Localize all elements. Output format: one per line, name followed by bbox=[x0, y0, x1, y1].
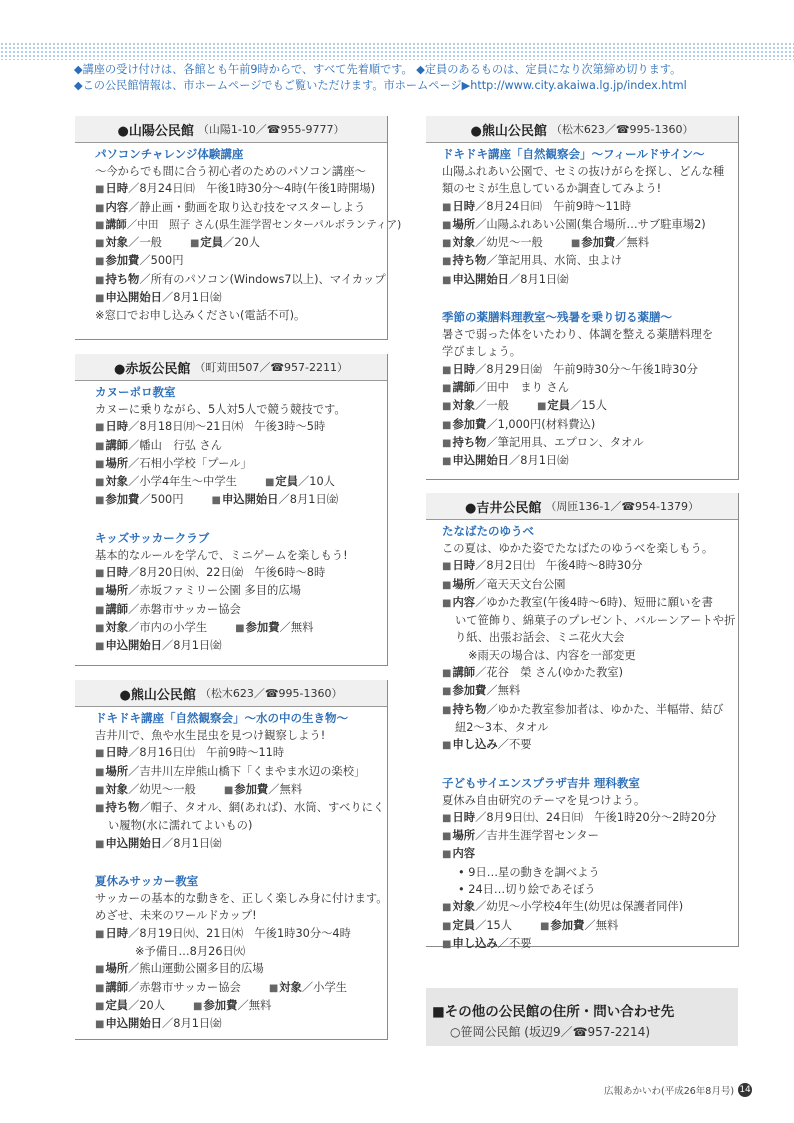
hall-address: （松木623／☎995-1360） bbox=[199, 687, 343, 700]
bullet-item: • 24日…切り絵であそぼう bbox=[458, 883, 596, 897]
info-line: ■日時／8月2日㈯ 午後4時～8時30分 bbox=[442, 559, 643, 573]
info-line: ■対象／一般 ■定員／20人 bbox=[95, 236, 261, 250]
info-line: ■日時／8月9日㈯、24日㈰ 午後1時20分～2時20分 bbox=[442, 810, 717, 824]
hall-address: （周匝136-1／☎954-1379） bbox=[545, 500, 699, 513]
sasaoka-hall: ○笹岡公民館 (坂辺9／☎957-2214) bbox=[450, 1025, 651, 1039]
info-line-cont: いて笹飾り、綿菓子のプレゼント、バルーンアートや折 bbox=[455, 614, 736, 628]
hall-address: （町苅田507／☎957-2211） bbox=[194, 361, 348, 374]
event-desc: 暑さで弱った体をいたわり、体調を整える薬膳料理を bbox=[442, 328, 714, 342]
panel-header bbox=[426, 116, 738, 143]
info-line: ■対象／一般 ■定員／15人 bbox=[442, 399, 608, 413]
info-line-cont: ※雨天の場合は、内容を一部変更 bbox=[468, 648, 636, 662]
info-line: ■対象／幼児～一般 ■参加費／無料 bbox=[95, 782, 303, 796]
publication-name: 広報あかいわ(平成26年8月号) bbox=[604, 1086, 735, 1097]
panel-header bbox=[75, 680, 387, 707]
info-line: ■持ち物／ゆかた教室参加者は、ゆかた、半幅帯、結び bbox=[442, 702, 724, 716]
event-desc: 学びましょう。 bbox=[442, 345, 522, 359]
info-line: ■参加費／500円 bbox=[95, 254, 184, 268]
info-line: ■講師／赤磐市サッカー協会 ■対象／小学生 bbox=[95, 980, 348, 994]
kumayama-left-panel bbox=[75, 680, 388, 1040]
event-title: 子どもサイエンスプラザ吉井 理科教室 bbox=[442, 775, 640, 790]
note: ※窓口でお申し込みください(電話不可)。 bbox=[95, 309, 306, 323]
info-line: ■場所／竜天天文台公園 bbox=[442, 577, 566, 591]
hall-address: （山陽1-10／☎955-9777） bbox=[197, 123, 345, 136]
event-title: ドキドキ講座「自然観察会」～フィールドサイン～ bbox=[442, 147, 705, 161]
panel-header bbox=[75, 116, 387, 143]
hall-name: ●熊山公民館 bbox=[119, 687, 196, 703]
notice-line: ◆この公民館情報は、市ホームページでもご覧いただけます。市ホームページ▶http://www.city.akaiwa.lg.jp/index.html bbox=[74, 78, 687, 92]
event-title: キッズサッカークラブ bbox=[95, 530, 210, 545]
event-desc: 夏休み自由研究のテーマを見つけよう。 bbox=[442, 793, 646, 807]
hall-address: （松木623／☎995-1360） bbox=[550, 123, 694, 136]
info-line: ■持ち物／所有のパソコン(Windows7以上)、マイカップ bbox=[95, 272, 386, 286]
hall-name: ●熊山公民館 bbox=[470, 123, 547, 139]
event-desc: サッカーの基本的な動きを、正しく楽しみ身に付けます。 bbox=[95, 892, 388, 906]
yoshii-panel bbox=[426, 493, 739, 950]
info-line: ■日時／8月20日㈬、22日㈮ 午後6時～8時 bbox=[95, 566, 326, 580]
info-line-cont: ※予備日…8月26日㈫ bbox=[135, 944, 246, 958]
bullet-item: • 9日…星の動きを調べよう bbox=[458, 865, 600, 879]
event-title: たなばたのゆうべ bbox=[442, 524, 534, 538]
event-title: ドキドキ講座「自然観察会」～水の中の生き物～ bbox=[95, 711, 348, 725]
info-line: ■場所／吉井川左岸熊山橋下「くまやま水辺の楽校」 bbox=[95, 764, 366, 778]
top-dotted-band bbox=[0, 42, 794, 60]
info-line: ■日時／8月29日㈮ 午前9時30分～午後1時30分 bbox=[442, 362, 698, 376]
info-line: ■持ち物／帽子、タオル、網(あれば)、水筒、すべりにく bbox=[95, 801, 385, 815]
event-desc: カヌーに乗りながら、5人対5人で競う競技です。 bbox=[95, 403, 346, 416]
info-line: ■参加費／1,000円(材料費込) bbox=[442, 417, 596, 431]
info-line: ■日時／8月24日㈰ 午前9時～11時 bbox=[442, 199, 632, 213]
info-line: ■参加費／無料 bbox=[442, 684, 521, 698]
event-title: カヌーポロ教室 bbox=[95, 385, 176, 399]
info-line: ■申込開始日／8月1日㈮ bbox=[95, 639, 222, 653]
info-line: ■講師／中田 照子 さん(県生涯学習センターパルボランティア) bbox=[95, 218, 402, 231]
sanyo-panel bbox=[75, 116, 402, 340]
info-line: ■場所／熊山運動公園多目的広場 bbox=[95, 962, 264, 976]
page-footer bbox=[604, 1083, 752, 1097]
info-line: ■対象／小学4年生～中学生 ■定員／10人 bbox=[95, 475, 335, 489]
panel-header bbox=[426, 493, 738, 520]
info-line: ■申込開始日／8月1日㈮ bbox=[442, 454, 569, 468]
event-desc: ～今からでも間に合う初心者のためのパソコン講座～ bbox=[95, 165, 366, 178]
info-line: ■申込開始日／8月1日㈮ bbox=[95, 836, 222, 850]
info-line: ■内容／ゆかた教室(午後4時～6時)、短冊に願いを書 bbox=[442, 595, 713, 609]
page-number: 14 bbox=[739, 1085, 751, 1095]
info-line: ■持ち物／筆記用具、エプロン、タオル bbox=[442, 435, 644, 449]
info-line: ■日時／8月19日㈫、21日㈭ 午後1時30分～4時 bbox=[95, 926, 351, 940]
info-line: ■場所／山陽ふれあい公園(集合場所…サブ駐車場2) bbox=[442, 217, 706, 231]
info-line: ■対象／幼児～一般 ■参加費／無料 bbox=[442, 236, 650, 250]
other-halls-box bbox=[426, 988, 738, 1046]
info-line: ■場所／吉井生涯学習センター bbox=[442, 829, 599, 843]
info-line: ■定員／20人 ■参加費／無料 bbox=[95, 998, 272, 1012]
info-line: ■場所／石相小学校「プール」 bbox=[95, 456, 252, 470]
hall-name: ●山陽公民館 bbox=[117, 123, 194, 139]
info-line: ■講師／赤磐市サッカー協会 bbox=[95, 602, 241, 616]
info-line: ■申込開始日／8月1日㈮ bbox=[95, 291, 222, 305]
info-line: ■持ち物／筆記用具、水筒、虫よけ bbox=[442, 254, 622, 268]
notice-line: ◆講座の受け付けは、各館とも午前9時からで、すべて先着順です。 ◆定員のあるものは、定員になり次第締め切ります。 bbox=[74, 63, 682, 76]
info-line: ■講師／幡山 行弘 さん bbox=[95, 438, 223, 452]
info-line: ■日時／8月16日㈯ 午前9時～11時 bbox=[95, 746, 285, 760]
info-line-cont: り紙、出張お話会、ミニ花火大会 bbox=[455, 631, 625, 645]
hall-name: ●吉井公民館 bbox=[465, 500, 542, 516]
event-title: パソコンチャレンジ体験講座 bbox=[95, 147, 244, 161]
info-line: ■申し込み／不要 bbox=[442, 936, 532, 950]
info-line: ■申し込み／不要 bbox=[442, 738, 532, 752]
info-line: ■日時／8月24日㈰ 午後1時30分～4時(午後1時開場) bbox=[95, 182, 376, 196]
info-line-cont: 紐2～3本、タオル bbox=[455, 720, 549, 734]
info-line: ■参加費／500円 ■申込開始日／8月1日㈮ bbox=[95, 493, 339, 507]
info-line: ■講師／花谷 榮 さん(ゆかた教室) bbox=[442, 666, 624, 680]
info-line: ■内容 bbox=[442, 847, 476, 861]
info-line: ■申込開始日／8月1日㈮ bbox=[442, 272, 569, 286]
akasaka-panel bbox=[75, 354, 388, 666]
kumayama-right-panel bbox=[426, 116, 739, 480]
event-desc: この夏は、ゆかた姿でたなばたのゆうべを楽しもう。 bbox=[442, 542, 714, 555]
panel-header bbox=[75, 354, 387, 381]
info-line: ■日時／8月18日㈪～21日㈭ 午後3時～5時 bbox=[95, 420, 326, 434]
event-title: 季節の薬膳料理教室～残暑を乗り切る薬膳～ bbox=[442, 310, 672, 325]
notices bbox=[74, 62, 790, 93]
hall-name: ●赤坂公民館 bbox=[114, 361, 191, 377]
info-line-cont: い履物(水に濡れてよいもの) bbox=[108, 819, 253, 833]
event-title: 夏休みサッカー教室 bbox=[95, 874, 199, 889]
info-line: ■申込開始日／8月1日㈮ bbox=[95, 1017, 222, 1031]
event-desc: めざせ、未来のワールドカップ! bbox=[95, 909, 257, 923]
other-halls-title: ■その他の公民館の住所・問い合わせ先 bbox=[432, 1004, 675, 1020]
info-line: ■定員／15人 ■参加費／無料 bbox=[442, 918, 619, 932]
event-desc: 吉井川で、魚や水生昆虫を見つけ観察しよう! bbox=[95, 729, 326, 742]
info-line: ■対象／市内の小学生 ■参加費／無料 bbox=[95, 620, 314, 634]
event-desc: 基本的なルールを学んで、ミニゲームを楽しもう! bbox=[95, 548, 348, 562]
event-desc: 類のセミが生息しているか調査してみよう! bbox=[442, 182, 662, 196]
info-line: ■講師／田中 まり さん bbox=[442, 380, 570, 394]
info-line: ■場所／赤坂ファミリー公園 多目的広場 bbox=[95, 584, 301, 598]
event-desc: 山陽ふれあい公園で、セミの抜けがらを探し、どんな種 bbox=[442, 165, 725, 178]
info-line: ■対象／幼児～小学校4年生(幼児は保護者同伴) bbox=[442, 900, 684, 914]
info-line: ■内容／静止画・動画を取り込む技をマスターしよう bbox=[95, 200, 366, 214]
